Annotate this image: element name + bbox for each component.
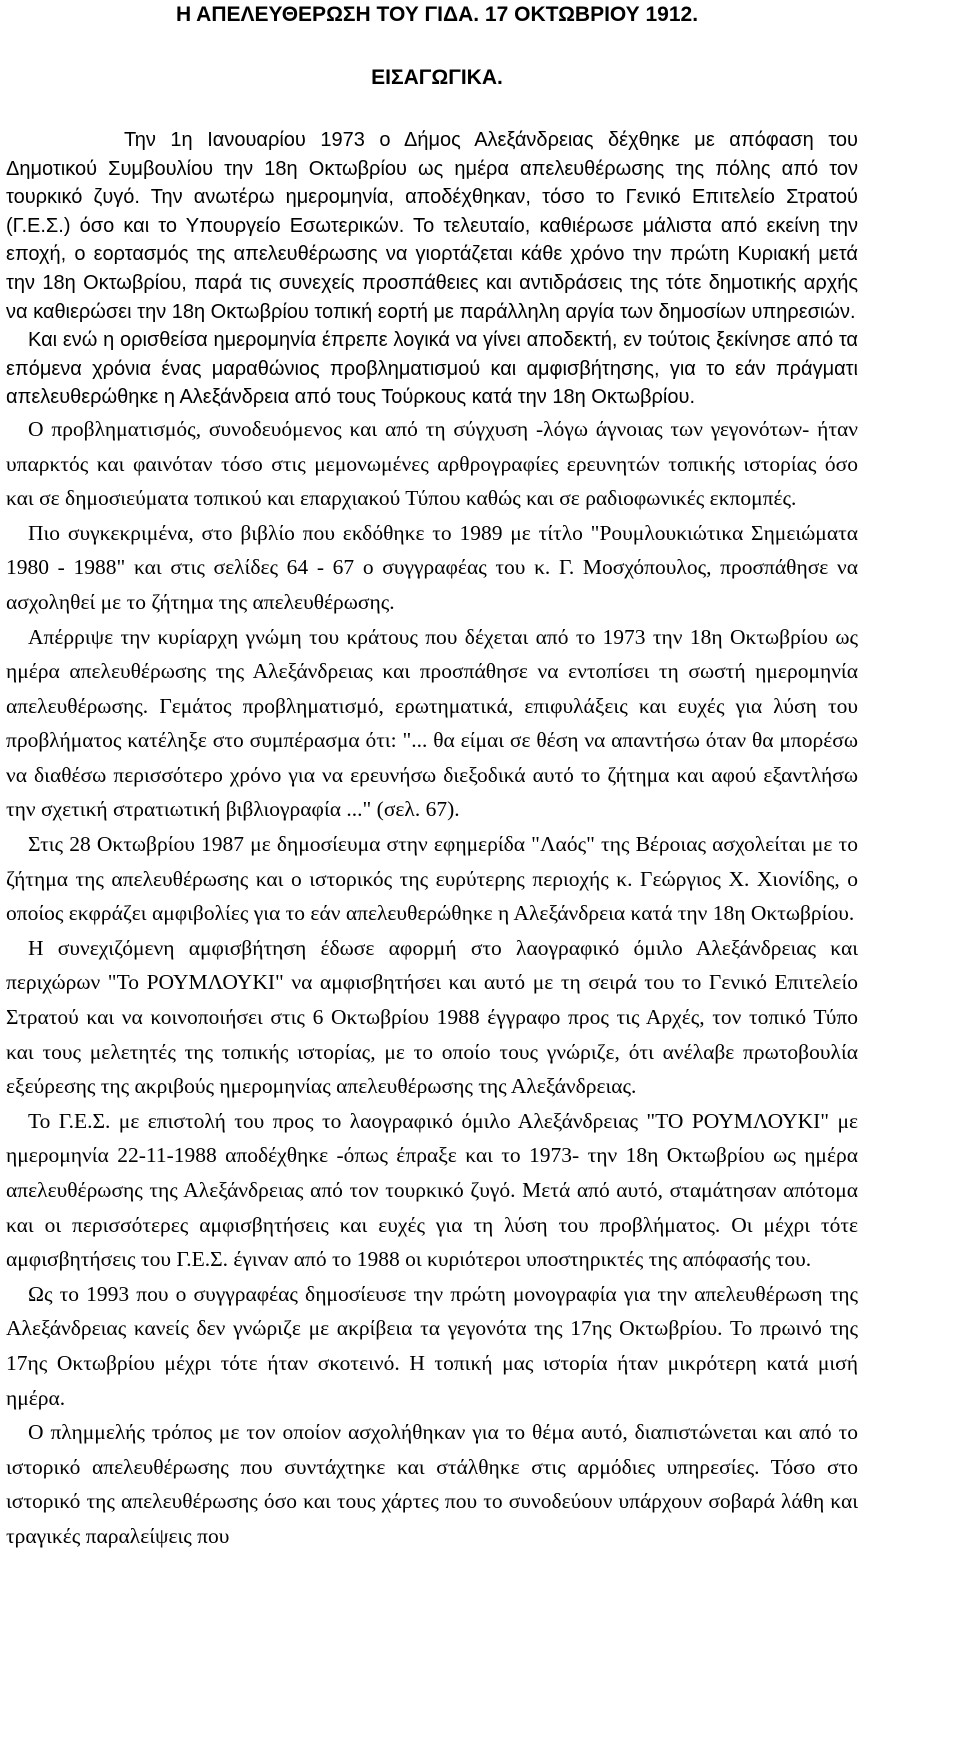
paragraph-9: Ως το 1993 που ο συγγραφέας δημοσίευσε την πρώτη μονογραφία για την απελευθέρωση της Αλεξάνδρειας κανείς δεν γνώριζε με ακρίβεια τα γεγονότα της 17ης Οκτωβρίου. Το πρωινό της 17ης Οκτωβρίου μέχρι τότε ήταν σκοτεινό. Η τοπική μας ιστορία ήταν μικρότερη κατά μισή ημέρα. [6, 1281, 858, 1410]
paragraph-7: Η συνεχιζόμενη αμφισβήτηση έδωσε αφορμή στο λαογραφικό όμιλο Αλεξάνδρειας και περιχώρων "Το ΡΟΥΜΛΟΥΚΙ" να αμφισβητήσει και αυτό με τη σειρά του το Γενικό Επιτελείο Στρατού και να κοινοποιήσει στις 6 Οκτωβρίου 1988 έγγραφο προς τις Αρχές, τον τοπικό Τύπο και τους μελετητές της τοπικής ιστορίας, με το οποίο τους γνώριζε, ότι ανέλαβε πρωτοβουλία εξεύρεσης της ακριβούς ημερομηνίας απελευθέρωσης της Αλεξάνδρειας. [6, 935, 858, 1099]
paragraph-8: Το Γ.Ε.Σ. με επιστολή του προς το λαογραφικό όμιλο Αλεξάνδρειας "ΤΟ ΡΟΥΜΛΟΥΚΙ" με ημερομηνία 22-11-1988 αποδέχθηκε -όπως έπραξε και το 1973- την 18η Οκτωβρίου ως ημέρα απελευθέρωσης της Αλεξάνδρειας από τον τουρκικό ζυγό. Μετά από αυτό, σταμάτησαν απότομα και οι περισσότερες αμφισβητήσεις και ευχές για τη λύση του προβλήματος. Οι μέχρι τότε αμφισβητήσεις του Γ.Ε.Σ. έγιναν από το 1988 οι κυριότεροι υποστηρικτές της απόφασής του. [6, 1108, 858, 1272]
paragraph-4: Πιο συγκεκριμένα, στο βιβλίο που εκδόθηκε το 1989 με τίτλο "Ρουμλουκιώτικα Σημειώματα 1980 - 1988" και στις σελίδες 64 - 67 ο συγγραφέας του κ. Γ. Μοσχόπουλος, προσπάθησε να ασχοληθεί με το ζήτημα της απελευθέρωσης. [6, 520, 858, 614]
section-title: ΕΙΣΑΓΩΓΙΚΑ. [371, 66, 503, 89]
paragraph-5: Απέρριψε την κυρίαρχη γνώμη του κράτους που δέχεται από το 1973 την 18η Οκτωβρίου ως ημέρα απελευθέρωσης της Αλεξάνδρειας και προσπάθησε να εντοπίσει τη σωστή ημερομηνία απελευθέρωσης. Γεμάτος προβληματισμό, ερωτηματικά, επιφυλάξεις και ευχές για λύση του προβλήματος κατέληξε στο συμπέρασμα ότι: "... θα είμαι σε θέση να απαντήσω όταν θα μπορέσω να διαθέσω περισσότερο χρόνο για να ερευνήσω διεξοδικά αυτό το ζήτημα και αφού εξαντλήσω την σχετική στρατιωτική βιβλιογραφία ..." (σελ. 67). [6, 624, 858, 822]
paragraph-1: Την 1η Ιανουαρίου 1973 ο Δήμος Αλεξάνδρειας δέχθηκε με απόφαση του Δημοτικού Συμβουλίου την 18η Οκτωβρίου ως ημέρα απελευθέρωσης της πόλης από τον τουρκικό ζυγό. Την ανωτέρω ημερομηνία, αποδέχθηκαν, τόσο το Γενικό Επιτελείο Στρατού (Γ.Ε.Σ.) όσο και το Υπουργείο Εσωτερικών. Το τελευταίο, καθιέρωσε μάλιστα από εκείνη την εποχή, ο εορτασμός της απελευθέρωσης να γιορτάζεται κάθε χρόνο την πρώτη Κυριακή μετά την 18η Οκτωβρίου, παρά τις συνεχείς προσπάθειες και αντιδράσεις της τότε δημοτικής αρχής να καθιερώσει την 18η Οκτωβρίου τοπική εορτή με παράλληλη αργία των δημοσίων υπηρεσιών. [6, 129, 858, 323]
paragraph-10: Ο πλημμελής τρόπος με τον οποίον ασχολήθηκαν για το θέμα αυτό, διαπιστώνεται και από το ιστορικό απελευθέρωσης που συντάχτηκε και στάλθηκε στις αρμόδιες υπηρεσίες. Τόσο στο ιστορικό της απελευθέρωσης όσο και τους χάρτες που το συνοδεύουν υπάρχουν σοβαρά λάθη και τραγικές παραλείψεις που [6, 1420, 858, 1548]
document-title: Η ΑΠΕΛΕΥΘΕΡΩΣΗ ΤΟΥ ΓΙΔΑ. 17 ΟΚΤΩΒΡΙΟΥ 1912. [175, 3, 699, 26]
paragraph-2: Και ενώ η ορισθείσα ημερομηνία έπρεπε λογικά να γίνει αποδεκτή, εν τούτοις ξεκίνησε από τα επόμενα χρόνια ένας μαραθώνιος προβληματισμού και αμφισβήτησης, για το εάν πράγματι απελευθερώθηκε η Αλεξάνδρεια από τους Τούρκους κατά την 18η Οκτωβρίου. [6, 329, 858, 409]
paragraph-6: Στις 28 Οκτωβρίου 1987 με δημοσίευμα στην εφημερίδα "Λαός" της Βέροιας ασχολείται με το ζήτημα της απελευθέρωσης και ο ιστορικός της ευρύτερης περιοχής κ. Γεώργιος Χ. Χιονίδης, ο οποίος εκφράζει αμφιβολίες για το εάν απελευθερώθηκε η Αλεξάνδρεια κατά την 18η Οκτωβρίου. [6, 832, 858, 926]
paragraph-3: Ο προβληματισμός, συνοδευόμενος και από τη σύγχυση -λόγω άγνοιας των γεγονότων- ήταν υπαρκτός και φαινόταν τόσο στις μεμονωμένες αρθρογραφίες ερευνητών τοπικής ιστορίας όσο και σε δημοσιεύματα τοπικού και επαρχιακού Τύπου καθώς και σε ραδιοφωνικές εκπομπές. [6, 416, 858, 511]
